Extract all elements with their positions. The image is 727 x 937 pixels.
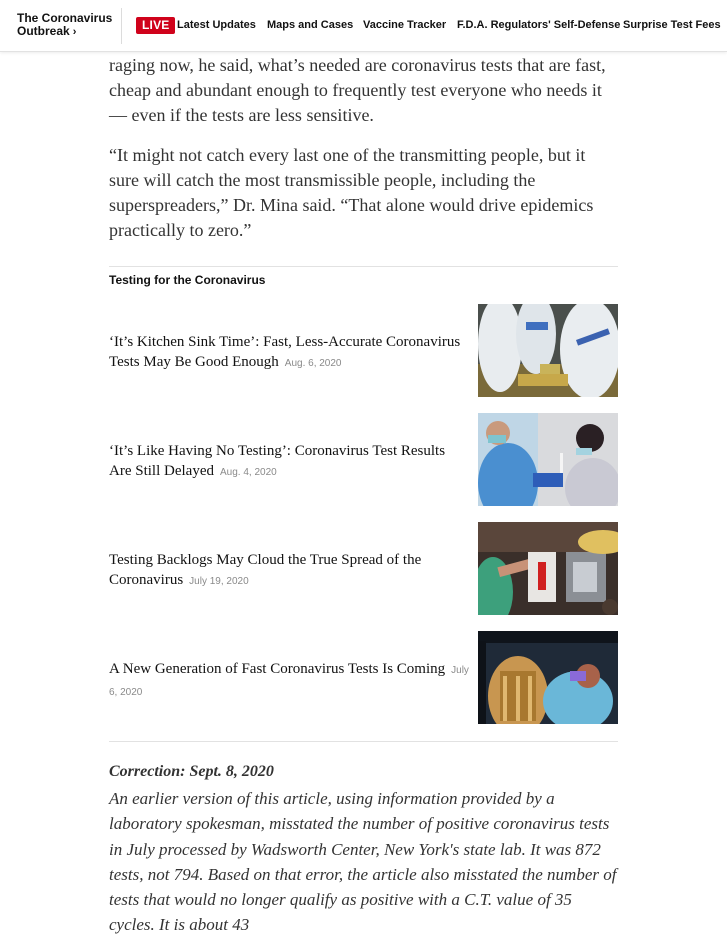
related-headline[interactable]: A New Generation of Fast Coronavirus Tests Is Coming <box>109 661 446 677</box>
lab-technicians-photo-icon[interactable] <box>478 413 618 506</box>
related-headline[interactable]: Testing Backlogs May Cloud the True Spread of the Coronavirus <box>109 552 422 588</box>
related-headline-block[interactable] <box>109 550 469 592</box>
live-badge[interactable]: LIVE <box>136 17 175 34</box>
test-tube-lab-photo-icon[interactable] <box>478 522 618 615</box>
correction-heading: Correction: Sept. 8, 2020 <box>109 763 274 780</box>
ppe-workers-photo-icon[interactable] <box>478 304 618 397</box>
nav-vaccine-tracker[interactable]: Vaccine Tracker <box>363 19 447 31</box>
section-divider <box>109 741 618 742</box>
section-divider <box>109 266 618 267</box>
drive-through-test-photo-icon[interactable] <box>478 631 618 724</box>
related-section-label: Testing for the Coronavirus <box>109 273 266 287</box>
nav-surprise-test-fees[interactable]: Surprise Test Fees <box>623 19 721 31</box>
chevron-right-icon: › <box>72 26 77 38</box>
related-date: Aug. 6, 2020 <box>284 358 342 369</box>
related-article-item[interactable] <box>109 522 618 615</box>
related-headline-block[interactable] <box>109 659 469 703</box>
top-navigation-bar <box>0 0 727 52</box>
related-article-item[interactable] <box>109 304 618 397</box>
related-article-item[interactable] <box>109 631 618 724</box>
related-date: July 19, 2020 <box>189 576 249 587</box>
brand-line-1: The Coronavirus <box>17 11 113 25</box>
section-brand-link[interactable] <box>0 8 122 44</box>
brand-line-2-text: Outbreak <box>17 24 70 38</box>
article-paragraph: “It might not catch every last one of the transmitting people, but it sure will catch the most transmissible people, including the superspreaders,” Dr. Mina said. “That alone would drive epidemics practically to zero.” <box>109 145 594 240</box>
related-date: Aug. 4, 2020 <box>219 467 277 478</box>
correction-body: An earlier version of this article, using information provided by a laboratory spokesman, misstated the number of positive coronavirus tests in July processed by Wadsworth Center, New York's state lab. It was 872 tests, not 794. Based on that error, the article also misstated the number of tests that would no longer qualify as positive with a C.T. value of 35 cycles. It is about 43 <box>109 789 617 935</box>
nav-fda-regulators[interactable]: F.D.A. Regulators' Self-Defense <box>457 19 621 31</box>
article-paragraph: raging now, he said, what’s needed are coronavirus tests that are fast, cheap and abundant enough to frequently test everyone who needs it — even if the tests are less sensitive. <box>109 55 606 125</box>
nav-maps-and-cases[interactable]: Maps and Cases <box>267 19 354 31</box>
related-headline-block[interactable] <box>109 332 469 374</box>
related-headline[interactable]: ‘It’s Kitchen Sink Time’: Fast, Less-Accurate Coronavirus Tests May Be Good Enough <box>109 334 461 370</box>
related-article-item[interactable] <box>109 413 618 506</box>
related-headline-block[interactable] <box>109 441 469 483</box>
brand-line-2 <box>17 25 121 39</box>
related-date: July 6, 2020 <box>109 665 469 698</box>
nav-latest-updates[interactable]: Latest Updates <box>177 19 256 31</box>
related-headline[interactable]: ‘It’s Like Having No Testing’: Coronavirus Test Results Are Still Delayed <box>109 443 446 479</box>
